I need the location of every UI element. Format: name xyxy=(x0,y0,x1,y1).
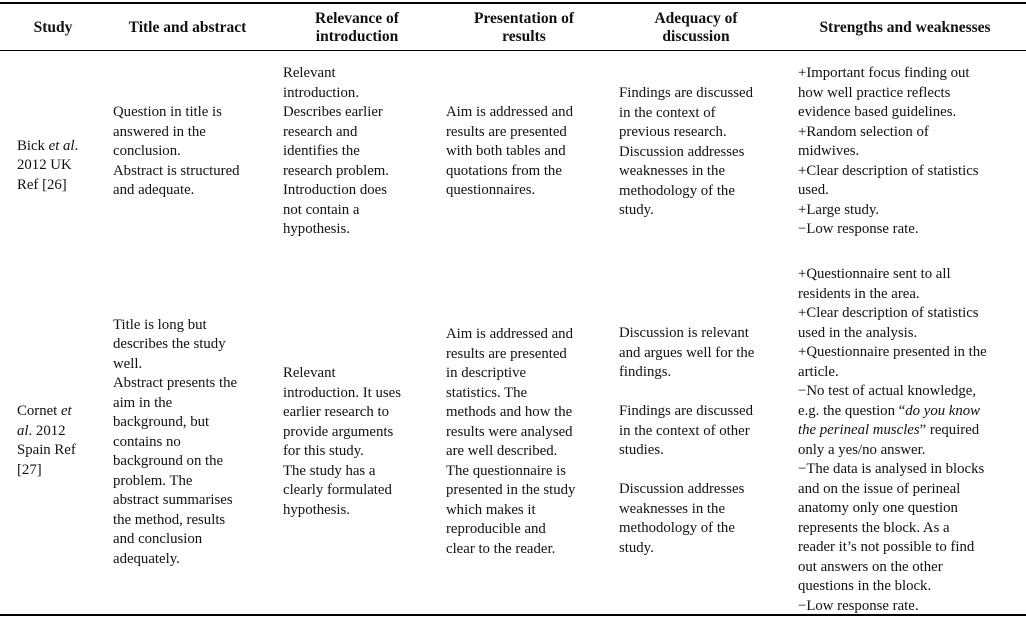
row2-results-cell xyxy=(446,324,575,560)
header-label: Strengths and weaknesses xyxy=(819,19,991,36)
row1-discussion-cell xyxy=(619,83,753,222)
table-top-rule xyxy=(0,2,1026,4)
cell-line: midwives. xyxy=(798,143,860,160)
row2-intro-cell xyxy=(283,363,401,521)
cell-line: abstract summarises xyxy=(113,492,233,509)
cell-line: research problem. xyxy=(283,162,389,179)
study-year-line: al. 2012 xyxy=(17,422,66,439)
cell-line: questions in the block. xyxy=(798,578,932,594)
cell-line: clear to the reader. xyxy=(446,540,556,557)
cell-line: in descriptive xyxy=(446,365,527,381)
header-study xyxy=(8,6,98,50)
cell-line: adequately. xyxy=(113,550,180,567)
cell-line: identifies the xyxy=(283,143,360,160)
cell-line: background, but xyxy=(113,414,210,431)
header-strengths-weaknesses xyxy=(795,6,1015,50)
header-label: Study xyxy=(33,19,73,36)
cell-line: Relevant xyxy=(283,365,336,381)
cell-line: introduction. xyxy=(283,84,360,101)
cell-line: methodology of the xyxy=(619,520,735,536)
cell-line: The questionnaire is xyxy=(446,462,566,479)
cell-line: and adequate. xyxy=(113,182,195,199)
cell-line: Aim is addressed and xyxy=(446,104,573,121)
cell-line: and conclusion xyxy=(113,531,203,548)
header-label: results xyxy=(502,28,546,45)
header-label: discussion xyxy=(662,28,730,45)
cell-line: earlier research to xyxy=(283,404,389,420)
study-year-line: 2012 UK xyxy=(17,157,72,174)
cell-line: questionnaires. xyxy=(446,182,536,199)
cell-line: Title is long but xyxy=(113,316,207,333)
row1-study-cell xyxy=(17,121,78,211)
row1-title-cell xyxy=(113,102,240,202)
cell-line: +Clear description of statistics xyxy=(798,162,979,179)
cell-line: residents in the area. xyxy=(798,285,920,302)
cell-line: answered in the xyxy=(113,123,206,140)
cell-line: statistics. The xyxy=(446,384,528,401)
table-header-rule xyxy=(0,50,1026,51)
header-label: Presentation of xyxy=(473,10,575,27)
cell-line: how well practice reflects xyxy=(798,84,951,101)
cell-line: clearly formulated xyxy=(283,482,392,498)
header-introduction xyxy=(278,6,436,50)
cell-line: which makes it xyxy=(446,501,536,518)
cell-line: Relevant xyxy=(283,65,336,82)
cell-line: findings. xyxy=(619,364,672,380)
cell-line: results are presented xyxy=(446,123,567,140)
row2-title-cell xyxy=(113,315,237,570)
cell-line: +Large study. xyxy=(798,201,880,218)
cell-line: for this study. xyxy=(283,443,364,459)
cell-line: reader it’s not possible to find xyxy=(798,539,975,555)
cell-line: +Clear description of statistics xyxy=(798,305,979,321)
row1-intro-cell xyxy=(283,63,389,241)
cell-line: the method, results xyxy=(113,511,226,528)
cell-line: aim in the xyxy=(113,394,173,411)
row2-strengths-cell xyxy=(798,265,987,616)
cell-line: methodology of the xyxy=(619,182,735,199)
cell-line: describes the study xyxy=(113,336,226,353)
cell-line: in the context of xyxy=(619,104,716,121)
cell-line: +Questionnaire presented in the xyxy=(798,344,987,360)
row1-strengths-cell xyxy=(798,63,979,241)
cell-line: −Low response rate. xyxy=(798,221,919,238)
cell-line: hypothesis. xyxy=(283,221,350,238)
cell-line: introduction. It uses xyxy=(283,384,401,401)
cell-line: previous research. xyxy=(619,124,727,141)
cell-line: contains no xyxy=(113,433,181,450)
cell-line: and argues well for the xyxy=(619,344,755,361)
cell-line: studies. xyxy=(619,442,664,458)
row1-results-cell xyxy=(446,102,573,202)
row2-discussion-cell xyxy=(619,324,754,560)
cell-line: Abstract is structured xyxy=(113,162,240,179)
cell-line: −No test of actual knowledge, xyxy=(798,383,977,399)
cell-line: −The data is analysed in blocks xyxy=(798,461,985,477)
cell-line: results were analysed xyxy=(446,423,573,440)
cell-line: Discussion addresses xyxy=(619,143,745,160)
cell-line: not contain a xyxy=(283,201,360,218)
cell-line: represents the block. As a xyxy=(798,519,950,536)
cell-line: the perineal muscles” required xyxy=(798,422,980,438)
cell-line: and on the issue of perineal xyxy=(798,480,961,497)
cell-line: article. xyxy=(798,363,839,380)
cell-line: in the context of other xyxy=(619,422,750,439)
cell-line: anatomy only one question xyxy=(798,500,958,516)
study-ref-line: [27] xyxy=(17,461,42,478)
cell-line: hypothesis. xyxy=(283,501,350,518)
cell-line: Discussion addresses xyxy=(619,481,745,497)
cell-line: Aim is addressed and xyxy=(446,326,573,342)
cell-line: with both tables and xyxy=(446,143,566,160)
cell-line: weaknesses in the xyxy=(619,500,726,517)
cell-line: e.g. the question “do you know xyxy=(798,402,981,419)
study-ref-line: Ref [26] xyxy=(17,176,67,193)
cell-line: +Important focus finding out xyxy=(798,65,970,82)
cell-line: problem. The xyxy=(113,472,193,489)
cell-line: Abstract presents the xyxy=(113,375,238,392)
header-label: Adequacy of xyxy=(654,10,738,27)
cell-line: are well described. xyxy=(446,443,558,459)
cell-line: study. xyxy=(619,539,654,556)
cell-line: +Questionnaire sent to all xyxy=(798,266,951,282)
cell-line: evidence based guidelines. xyxy=(798,104,957,121)
cell-line: weaknesses in the xyxy=(619,163,726,180)
cell-line: results are presented xyxy=(446,345,567,362)
cell-line: out answers on the other xyxy=(798,558,943,575)
study-ref-line: Spain Ref xyxy=(17,442,76,458)
cell-line: only a yes/no answer. xyxy=(798,441,926,458)
cell-line: quotations from the xyxy=(446,162,562,179)
header-label: Relevance of xyxy=(315,10,399,27)
cell-line: well. xyxy=(113,355,143,372)
header-label: introduction xyxy=(315,28,399,45)
header-label: Title and abstract xyxy=(128,19,247,36)
study-name-line: Bick et al. xyxy=(17,137,79,154)
cell-line: Findings are discussed xyxy=(619,403,753,419)
header-title-abstract xyxy=(105,6,270,50)
header-discussion xyxy=(612,6,780,50)
cell-line: Findings are discussed xyxy=(619,85,753,102)
cell-line: +Random selection of xyxy=(798,123,929,140)
cell-line: study. xyxy=(619,202,654,219)
cell-line: Introduction does xyxy=(283,182,387,199)
cell-line: used in the analysis. xyxy=(798,324,918,341)
cell-line: provide arguments xyxy=(283,423,394,440)
header-results xyxy=(440,6,608,50)
row2-study-cell xyxy=(17,401,76,481)
cell-line: presented in the study xyxy=(446,482,576,498)
study-name-line: Cornet et xyxy=(17,403,72,419)
cell-line: −Low response rate. xyxy=(798,597,919,614)
cell-line: reproducible and xyxy=(446,521,546,537)
cell-line: The study has a xyxy=(283,462,376,479)
cell-line: research and xyxy=(283,123,358,140)
cell-line: conclusion. xyxy=(113,143,181,160)
cell-line: methods and how the xyxy=(446,404,573,420)
cell-line: Question in title is xyxy=(113,104,222,121)
cell-line: background on the xyxy=(113,453,224,470)
cell-line: used. xyxy=(798,182,829,199)
cell-line: Describes earlier xyxy=(283,104,383,121)
cell-line: Discussion is relevant xyxy=(619,325,749,341)
